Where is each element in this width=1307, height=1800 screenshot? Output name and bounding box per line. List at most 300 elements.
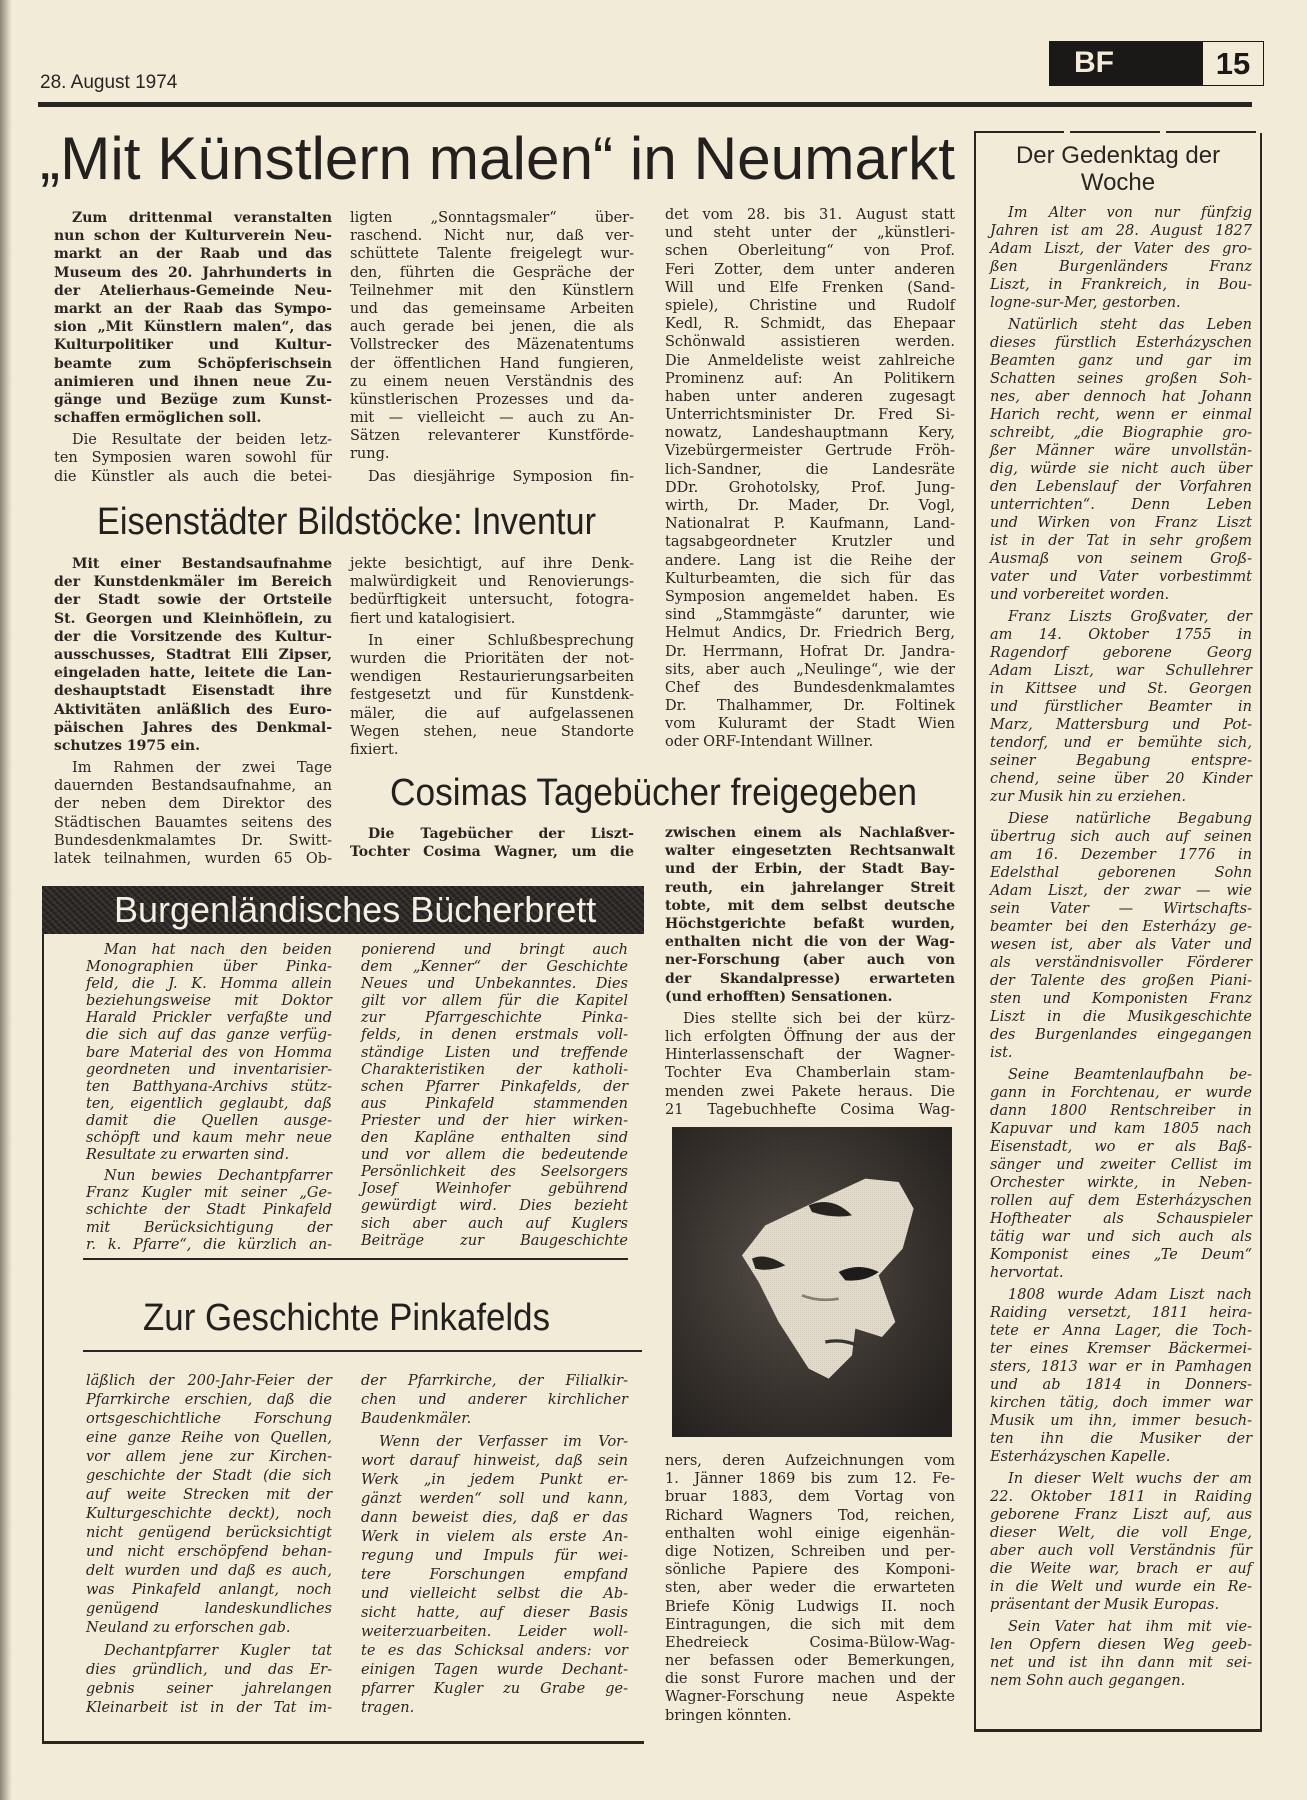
text-line: Jahren ist am 28. August 1827 bbox=[990, 223, 1252, 239]
text-line: dige Notizen, Schreiben und per- bbox=[665, 1543, 955, 1560]
text-line: beziehungsweise mit Doktor bbox=[86, 993, 332, 1010]
text-line: Vollstrecker des Mäzenatentums bbox=[350, 337, 634, 354]
paragraph bbox=[665, 824, 955, 1006]
text-line: wort darauf hinweist, daß sein bbox=[361, 1453, 628, 1469]
text-line: und Wirken von Franz Liszt bbox=[990, 515, 1252, 531]
text-line: gänge und Bezüge zum Kunst- bbox=[54, 391, 332, 408]
text-line: St. Georgen und Kleinhöflein, zu bbox=[54, 610, 332, 627]
text-line: in die Welt und wurde ein Re- bbox=[990, 1579, 1252, 1595]
text-line: Mit einer Bestandsaufnahme bbox=[72, 556, 332, 572]
text-line: Priester und der hier wirken- bbox=[361, 1112, 628, 1129]
text-line: animieren und ihnen neue Zu- bbox=[54, 373, 332, 390]
text-line: sters, 1813 war er in Pamhagen bbox=[990, 1359, 1252, 1375]
text-line: mit — vielleicht — auch zu An- bbox=[350, 410, 634, 427]
sidebar-title: Der Gedenktag der Woche bbox=[1015, 142, 1221, 196]
text-line: markt an der Raab das Sympo- bbox=[54, 300, 332, 317]
headline-cosima: Cosimas Tagebücher freigegeben bbox=[390, 772, 917, 814]
text-line: gann in Forchtenau, er wurde bbox=[990, 1085, 1252, 1101]
text-line: Franz Kugler mit seiner „Ge- bbox=[86, 1185, 332, 1202]
text-line: zwischen einem als Nachlaßver- bbox=[665, 825, 955, 841]
text-line: Esterházyschen Kapelle. bbox=[990, 1449, 1171, 1465]
cosima-wagner-portrait-photo bbox=[672, 1127, 952, 1437]
text-line: Dechantpfarrer Kugler tat bbox=[104, 1643, 332, 1659]
text-line: zu einem neuen Verständnis des bbox=[350, 373, 634, 390]
text-line: ners, deren Aufzeichnungen vom bbox=[665, 1453, 955, 1469]
text-line: Sätzen relevanterer Kunstförde- bbox=[350, 428, 634, 445]
paragraph bbox=[350, 632, 634, 759]
text-line: Liszt in die Musikgeschichte bbox=[990, 1009, 1252, 1025]
text-line: ßer Männer wäre unvollstän- bbox=[990, 443, 1252, 459]
text-line: Sein Vater hat ihm mit vie- bbox=[1008, 1619, 1252, 1635]
text-line: hervortat. bbox=[990, 1265, 1064, 1281]
text-line: Hoftheater als Schauspieler bbox=[990, 1211, 1252, 1227]
text-line: haben unter anderen zugesagt bbox=[665, 388, 955, 405]
text-line: dann beweist dies, daß er das bbox=[361, 1510, 628, 1526]
text-line: Werk in vielem als erste An- bbox=[361, 1529, 628, 1545]
text-line: deshauptstadt Eisenstadt ihre bbox=[54, 683, 332, 700]
text-line: logne-sur-Mer, gestorben. bbox=[990, 295, 1181, 311]
text-line: den, führten die Gespräche der bbox=[350, 264, 634, 281]
text-line: gilt vor allem für die Kapitel bbox=[361, 993, 628, 1010]
text-line: ten, eigentlich geglaubt, daß bbox=[86, 1095, 332, 1112]
text-line: Beiträge zur Baugeschichte bbox=[361, 1232, 628, 1249]
text-line: pfarrer Kugler zu Grabe ge- bbox=[361, 1681, 628, 1697]
text-line: am 16. Dezember 1776 in bbox=[990, 847, 1252, 863]
text-line: In dieser Welt wuchs der am bbox=[1008, 1471, 1252, 1487]
text-line: sten, aber weder die erwarteten bbox=[665, 1580, 955, 1597]
text-line: nowatz, Landeshauptmann Kery, bbox=[665, 425, 955, 442]
text-line: Dies stellte sich bei der kürz- bbox=[683, 1010, 955, 1027]
text-line: Resultate zu erwarten sind. bbox=[86, 1147, 290, 1164]
text-line: Im Alter von nur fünfzig bbox=[1008, 205, 1252, 221]
text-line: der öffentlichen Hand fungieren, bbox=[350, 355, 634, 372]
masthead-rule bbox=[38, 102, 1252, 107]
text-line: walter eingesetzten Rechtsanwalt bbox=[665, 843, 955, 860]
text-line: Unterrichtsminister Dr. Fred Si- bbox=[665, 407, 955, 424]
text-line: len Opfern diesen Weg geeb- bbox=[990, 1637, 1252, 1653]
text-line: nicht genügend berücksichtigt bbox=[86, 1525, 332, 1541]
paragraph bbox=[990, 1618, 1252, 1690]
text-line: läßlich der 200-Jahr-Feier der bbox=[86, 1373, 332, 1389]
text-line: det vom 28. bis 31. August statt bbox=[665, 207, 955, 223]
text-line: delt wurden und daß es auch, bbox=[86, 1563, 332, 1579]
text-line: vater und Vater vorbestimmt bbox=[990, 569, 1252, 585]
paragraph bbox=[54, 759, 332, 868]
paragraph bbox=[86, 1372, 332, 1638]
paragraph bbox=[990, 1470, 1252, 1614]
text-line: mäler, die auf aufgelassenen bbox=[350, 705, 634, 722]
text-line: fixiert. bbox=[350, 741, 399, 758]
text-line: wendigen Restaurierungsarbeiten bbox=[350, 669, 634, 686]
text-line: dies gründlich, und das Er- bbox=[86, 1662, 332, 1678]
text-line: Kulturpolitiker und Kultur- bbox=[54, 337, 332, 354]
text-line: bedürftigkeit untersucht, fotogra- bbox=[350, 592, 634, 609]
text-line: ist. bbox=[990, 1045, 1013, 1061]
text-line: Die Anmeldeliste weist zahlreiche bbox=[665, 352, 955, 369]
text-line: die sonst Furore machen und der bbox=[665, 1671, 955, 1688]
text-line: wirth, Dr. Mader, Dr. Vogl, bbox=[665, 498, 955, 514]
paragraph bbox=[54, 209, 332, 427]
text-line: Harald Prickler verfaßte und bbox=[86, 1010, 332, 1027]
text-line: Neues und Unbekanntes. Dies bbox=[361, 976, 628, 993]
text-line: rung. bbox=[350, 446, 390, 463]
text-line: tagsabgeordneter Krutzler und bbox=[665, 534, 955, 551]
text-line: Richard Wagners Tod, reichen, bbox=[665, 1507, 955, 1524]
text-line: schaffen ermöglichen soll. bbox=[54, 410, 262, 427]
text-line: und steht unter der „künstleri- bbox=[665, 225, 955, 242]
text-line: dauernden Bestandsaufnahme, an bbox=[54, 778, 332, 795]
text-line: Adam Liszt, der zwar — wie bbox=[990, 883, 1252, 899]
text-line: Orchester wirkte, in Neben- bbox=[990, 1175, 1252, 1191]
text-line: tere Forschungen empfand bbox=[361, 1567, 628, 1583]
text-line: zur Pfarrgeschichte Pinka- bbox=[361, 1010, 628, 1027]
text-line: einigen Tagen wurde Dechant- bbox=[361, 1662, 628, 1678]
text-line: als verständnisvoller Förderer bbox=[990, 955, 1252, 971]
text-line: 21 Tagebuchhefte Cosima Wag- bbox=[665, 1101, 955, 1118]
text-line: chen und anderer kirchlicher bbox=[361, 1392, 628, 1408]
text-line: und vor allem die bedeutende bbox=[361, 1147, 628, 1164]
paragraph bbox=[350, 555, 634, 628]
text-line: lich-Sandner, die Landesräte bbox=[665, 461, 955, 478]
text-line: schreibt, „die Biographie gro- bbox=[990, 425, 1252, 441]
text-line: Wenn der Verfasser im Vor- bbox=[379, 1434, 628, 1450]
page-number: 15 bbox=[1201, 42, 1263, 85]
text-line: sein Vater — Wirtschafts- bbox=[990, 901, 1252, 917]
text-line: Eintragungen, die sich mit dem bbox=[665, 1616, 955, 1633]
text-line: r. k. Pfarre“, die kürzlich an- bbox=[86, 1236, 332, 1253]
text-line: enthalten wohl einige eigenhän- bbox=[665, 1525, 955, 1542]
review-divider bbox=[83, 1258, 628, 1260]
text-line: beamter bei den Esterházy ge- bbox=[990, 919, 1252, 935]
text-line: Kulturgeschichte deckt), noch bbox=[86, 1506, 332, 1522]
text-line: raschend. Nicht nur, daß ver- bbox=[350, 228, 634, 245]
text-line: auch gerade bei jenen, die als bbox=[350, 319, 634, 336]
text-line: dig, würde sie nicht auch über bbox=[990, 461, 1252, 477]
paragraph bbox=[350, 209, 634, 464]
text-line: ortsgeschichtliche Forschung bbox=[86, 1411, 332, 1427]
text-line: ßen Burgenländers Franz bbox=[990, 259, 1252, 275]
text-line: eingeladen hatte, leitete die Lan- bbox=[54, 665, 332, 682]
text-line: feld, die J. K. Homma allein bbox=[86, 976, 332, 993]
text-line: menden zwei Pakete heraus. Die bbox=[665, 1083, 955, 1100]
text-line: Tochter Eva Chamberlain stam- bbox=[665, 1065, 955, 1082]
banner-title: Burgenländisches Bücherbrett bbox=[114, 889, 597, 930]
text-line: kirchen tätig, doch immer war bbox=[990, 1395, 1252, 1411]
text-line: der Stadt sowie der Ortsteile bbox=[54, 592, 332, 609]
text-line: Raiding versetzt, 1811 heira- bbox=[990, 1305, 1252, 1321]
text-line: Wagner-Forschung neue Aspekte bbox=[665, 1689, 955, 1706]
paragraph bbox=[665, 206, 955, 752]
text-line: DDr. Grohotolsky, Prof. Jung- bbox=[665, 479, 955, 496]
page-edge-shadow bbox=[0, 0, 12, 1800]
text-line: des Burgenlandes eingegangen bbox=[990, 1027, 1252, 1043]
paragraph bbox=[990, 204, 1252, 312]
text-line: gewürdigt wird. Dies bezieht bbox=[361, 1198, 628, 1215]
paragraph bbox=[990, 1286, 1252, 1466]
text-line: tendorf, und er bemühte sich, bbox=[990, 735, 1252, 751]
text-line: malwürdigkeit und Renovierungs- bbox=[350, 574, 634, 591]
text-line: der Pfarrkirche, der Filialkir- bbox=[361, 1373, 628, 1389]
text-line: Pfarrkirche erschien, daß die bbox=[86, 1392, 332, 1408]
text-line: den Lebenslauf der Vorfahren bbox=[990, 479, 1252, 495]
text-line: ligten „Sonntagsmaler“ über- bbox=[350, 210, 634, 226]
text-line: Tochter Cosima Wagner, um die bbox=[350, 844, 634, 861]
text-line: weiterzuarbeiten. Leider woll- bbox=[361, 1624, 628, 1640]
text-line: geschichte der Stadt (die sich bbox=[86, 1468, 332, 1484]
text-line: Josef Weinhofer gebührend bbox=[361, 1181, 628, 1198]
text-line: ständige Listen und treffende bbox=[361, 1044, 628, 1061]
text-line: Die Tagebücher der Liszt- bbox=[368, 826, 634, 842]
text-line: Franz Liszts Großvater, der bbox=[1008, 609, 1252, 625]
text-line: Briefe König Ludwigs II. noch bbox=[665, 1598, 955, 1615]
paragraph bbox=[54, 431, 332, 486]
pinkafeld-rule bbox=[83, 1350, 642, 1352]
text-line: Kedl, R. Schmidt, das Ehepaar bbox=[665, 316, 955, 333]
text-line: schüttete Talente freigelegt wur- bbox=[350, 246, 634, 263]
text-line: Die Resultate der beiden letz- bbox=[72, 432, 332, 449]
text-line: Feri Zotter, dem unter anderen bbox=[665, 261, 955, 278]
text-line: Ausmaß von seinem Groß- bbox=[990, 551, 1252, 567]
text-line: bare Material des von Homma bbox=[86, 1044, 332, 1061]
text-line: nem Sohn auch gegangen. bbox=[990, 1673, 1186, 1689]
article-eisenstadt-column-2 bbox=[350, 555, 634, 763]
text-line: ausschusses, Stadtrat Elli Zipser, bbox=[54, 646, 332, 663]
sidebar-column bbox=[990, 204, 1252, 1694]
text-line: geborene Franz Liszt auf, aus bbox=[990, 1507, 1252, 1523]
text-line: der Kunstdenkmäler im Bereich bbox=[54, 574, 332, 591]
text-line: chend, seine über 20 Kinder bbox=[990, 771, 1252, 787]
text-line: vor allem jene zur Kirchen- bbox=[86, 1449, 332, 1465]
text-line: dieses fürstlich Esterházyschen bbox=[990, 335, 1252, 351]
text-line: Eisenstadt, wo er als Baß- bbox=[990, 1139, 1252, 1155]
text-line: die sich auf das ganze verfüg- bbox=[86, 1027, 332, 1044]
headline-eisenstadt: Eisenstädter Bildstöcke: Inventur bbox=[97, 501, 596, 543]
text-line: wesen ist, aber als Vater und bbox=[990, 937, 1252, 953]
text-line: Symposion angemeldet haben. Es bbox=[665, 588, 955, 605]
text-line: dem „Kenner“ der Geschichte bbox=[361, 959, 628, 976]
text-line: gebnis seiner jahrelangen bbox=[86, 1681, 332, 1697]
paragraph bbox=[350, 468, 634, 486]
text-line: net und ist ihn dann mit sei- bbox=[990, 1655, 1252, 1671]
text-line: Liszt, in Frankreich, in Bou- bbox=[990, 277, 1252, 293]
text-line: Prominenz auf: An Politikern bbox=[665, 370, 955, 387]
pinkafeld-column-1 bbox=[86, 1372, 332, 1722]
review-box-left-border bbox=[42, 934, 44, 1742]
text-line: te es das Schicksal anders: vor bbox=[361, 1643, 628, 1659]
text-line: bruar 1883, dem Vortag von bbox=[665, 1489, 955, 1506]
text-line: aus Pinkafeld stammenden bbox=[361, 1095, 628, 1112]
paragraph bbox=[990, 1066, 1252, 1282]
text-line: und das gemeinsame Arbeiten bbox=[350, 300, 634, 317]
article-cosima-column-2 bbox=[665, 824, 955, 1123]
text-line: Nun bewies Dechantpfarrer bbox=[104, 1168, 332, 1185]
text-line: tete er Anna Lager, die Toch- bbox=[990, 1323, 1252, 1339]
paragraph bbox=[86, 1642, 332, 1718]
article-cosima-column-1 bbox=[350, 825, 634, 865]
text-line: Schatten seines großen Soh- bbox=[990, 371, 1252, 387]
text-line: festgesetzt und für Kunstdenk- bbox=[350, 687, 634, 704]
text-line: der Talente des großen Piani- bbox=[990, 973, 1252, 989]
text-line: Harich recht, wenn er einmal bbox=[990, 407, 1252, 423]
text-line: sion „Mit Künstlern malen“, das bbox=[54, 319, 332, 336]
text-line: markt an der Raab und das bbox=[54, 246, 332, 263]
text-line: nes, aber dennoch hat Johann bbox=[990, 389, 1252, 405]
text-line: rollen auf dem Esterházyschen bbox=[990, 1193, 1252, 1209]
text-line: Kapuvar und kam 1805 nach bbox=[990, 1121, 1252, 1137]
text-line: sicht hatte, auf dieser Basis bbox=[361, 1605, 628, 1621]
text-line: Komponist eines „Te Deum“ bbox=[990, 1247, 1252, 1263]
text-line: Teilnehmer mit den Künstlern bbox=[350, 282, 634, 299]
text-line: der die Vorsitzende des Kultur- bbox=[54, 628, 332, 645]
paragraph bbox=[990, 316, 1252, 604]
section-label: BF bbox=[1074, 46, 1114, 79]
paragraph bbox=[350, 825, 634, 861]
review-column-2 bbox=[361, 942, 628, 1254]
text-line: Schönwald assistieren werden. bbox=[665, 334, 955, 351]
pinkafeld-column-2 bbox=[361, 1372, 628, 1722]
text-line: Neuland zu erforschen gab. bbox=[86, 1620, 291, 1636]
text-line: unterrichten“. Denn Leben bbox=[990, 497, 1252, 513]
text-line: Städtischen Bauamtes seitens des bbox=[54, 814, 332, 831]
text-line: ten ihn die Musiker der bbox=[990, 1431, 1252, 1447]
text-line: enthalten nicht die von der Wag- bbox=[665, 934, 955, 951]
text-line: spiele), Christine und Rudolf bbox=[665, 297, 955, 314]
text-line: (und erhofften) Sensationen. bbox=[665, 988, 893, 1005]
text-line: beamte zum Schöpferischsein bbox=[54, 355, 332, 372]
article-neumarkt-column-1 bbox=[54, 209, 332, 490]
text-line: Museum des 20. Jahrhunderts in bbox=[54, 264, 332, 281]
text-line: sänger und zweiter Cellist im bbox=[990, 1157, 1252, 1173]
paragraph bbox=[361, 942, 628, 1250]
text-line: auf weite Strecken mit der bbox=[86, 1487, 332, 1503]
article-cosima-column-3 bbox=[665, 1452, 955, 1729]
text-line: jekte besichtigt, auf ihre Denk- bbox=[350, 556, 634, 572]
text-line: den Kapläne enthalten sind bbox=[361, 1130, 628, 1147]
text-line: und vielleicht selbst die Ab- bbox=[361, 1586, 628, 1602]
text-line: der Skandalpresse) erwarteten bbox=[665, 970, 955, 987]
text-line: Nationalrat P. Kaufmann, Land- bbox=[665, 516, 955, 533]
paragraph bbox=[86, 1168, 332, 1253]
paragraph bbox=[990, 608, 1252, 806]
text-line: die Künstler als auch die betei- bbox=[54, 468, 332, 485]
text-line: Vizebürgermeister Gertrude Fröh- bbox=[665, 443, 955, 460]
text-line: Diese natürliche Begabung bbox=[1008, 811, 1252, 827]
text-line: Natürlich steht das Leben bbox=[1008, 317, 1252, 333]
text-line: Persönlichkeit des Seelsorgers bbox=[361, 1164, 628, 1181]
text-line: tätig war und sich auch als bbox=[990, 1229, 1252, 1245]
text-line: und nicht erschöpfend behan- bbox=[86, 1544, 332, 1560]
text-line: päischen Jahres des Denkmal- bbox=[54, 719, 332, 736]
text-line: reuth, ein jahrelanger Streit bbox=[665, 879, 955, 896]
text-line: Kleinarbeit ist in der Tat im- bbox=[86, 1700, 332, 1716]
text-line: latek teilnahmen, wurden 65 Ob- bbox=[54, 851, 332, 867]
text-line: Monographien über Pinka- bbox=[86, 959, 332, 976]
text-line: am 14. Oktober 1755 in bbox=[990, 627, 1252, 643]
text-line: gänzt werden“ soll und kann, bbox=[361, 1491, 628, 1507]
text-line: Aktivitäten anläßlich des Euro- bbox=[54, 701, 332, 718]
text-line: und vorbereitet worden. bbox=[990, 587, 1170, 603]
text-line: übertrug sich auch auf seinen bbox=[990, 829, 1252, 845]
text-line: felds, in denen erstmals voll- bbox=[361, 1027, 628, 1044]
paragraph bbox=[665, 1452, 955, 1725]
headline-pinkafeld: Zur Geschichte Pinkafelds bbox=[143, 1297, 550, 1339]
text-line: eine ganze Reihe von Quellen, bbox=[86, 1430, 332, 1446]
text-line: der neben dem Direktor des bbox=[54, 796, 332, 813]
text-line: In einer Schlußbesprechung bbox=[368, 632, 634, 649]
text-line: ten Symposien waren sowohl für bbox=[54, 450, 332, 467]
paragraph bbox=[665, 1010, 955, 1119]
text-line: Bundesdenkmalamtes Dr. Switt- bbox=[54, 832, 332, 849]
text-line: Im Rahmen der zwei Tage bbox=[72, 760, 332, 777]
text-line: ter eines Kremser Bäckermei- bbox=[990, 1341, 1252, 1357]
text-line: sten und Komponisten Franz bbox=[990, 991, 1252, 1007]
text-line: und fürstlicher Beamter in bbox=[990, 699, 1252, 715]
text-line: ponierend und bringt auch bbox=[361, 942, 628, 958]
text-line: Hinterlassenschaft der Wagner- bbox=[665, 1047, 955, 1064]
text-line: oder ORF-Intendant Willner. bbox=[665, 734, 874, 751]
article-neumarkt-column-3 bbox=[665, 206, 955, 756]
text-line: geordneten und inventarisier- bbox=[86, 1061, 332, 1078]
text-line: Adam Liszt, war Schullehrer bbox=[990, 663, 1252, 679]
text-line: sind „Stammgäste“ darunter, wie bbox=[665, 607, 955, 624]
text-line: dieser Welt, die voll Enge, bbox=[990, 1525, 1252, 1541]
text-line: Helmut Andics, Dr. Friedrich Berg, bbox=[665, 625, 955, 642]
text-line: sönliche Papiere des Komponi- bbox=[665, 1562, 955, 1579]
text-line: aber auch voll Verständnis für bbox=[990, 1543, 1252, 1559]
text-line: schen Pfarrer Pinkafelds, der bbox=[361, 1078, 628, 1095]
text-line: bringen könnten. bbox=[665, 1707, 792, 1724]
paragraph bbox=[361, 1372, 628, 1429]
text-line: regung und Impuls für wei- bbox=[361, 1548, 628, 1564]
text-line: ist in der Tat in sehr großem bbox=[990, 533, 1252, 549]
paragraph bbox=[86, 942, 332, 1164]
text-line: und der Erbin, der Stadt Bay- bbox=[665, 861, 955, 878]
article-neumarkt-column-2 bbox=[350, 209, 634, 490]
text-line: künstlerischen Prozesses und da- bbox=[350, 391, 634, 408]
text-line: der Atelierhaus-Gemeinde Neu- bbox=[54, 282, 332, 299]
text-line: genügend landeskundliches bbox=[86, 1601, 332, 1617]
text-line: Man hat nach den beiden bbox=[104, 942, 332, 958]
text-line: Dr. Thalhammer, Dr. Foltinek bbox=[665, 698, 955, 715]
text-line: schöpft und kaum mehr neue bbox=[86, 1130, 332, 1147]
text-line: schen Oberleitung“ von Prof. bbox=[665, 243, 955, 260]
text-line: Charakteristiken der katholi- bbox=[361, 1061, 628, 1078]
text-line: wurden die Prioritäten der not- bbox=[350, 650, 634, 667]
text-line: damit die Quellen ausge- bbox=[86, 1112, 332, 1129]
headline-neumarkt: „Mit Künstlern malen“ in Neumarkt bbox=[40, 125, 955, 192]
article-eisenstadt-column-1 bbox=[54, 555, 332, 872]
text-line: Will und Elfe Frenken (Sand- bbox=[665, 279, 955, 296]
text-line: Ragendorf geborene Georg bbox=[990, 645, 1252, 661]
text-line: nun schon der Kulturverein Neu- bbox=[54, 228, 332, 245]
buecherbrett-banner bbox=[42, 886, 644, 934]
text-line: 1808 wurde Adam Liszt nach bbox=[1008, 1287, 1252, 1303]
text-line: Kulturbeamten, die sich für das bbox=[665, 570, 955, 587]
section-page-badge bbox=[1049, 41, 1264, 86]
text-line: schichte der Stadt Pinkafeld bbox=[86, 1202, 332, 1219]
paragraph bbox=[361, 1433, 628, 1718]
text-line: die Weite war, brach er auf bbox=[990, 1561, 1252, 1577]
text-line: Das diesjährige Symposion fin- bbox=[368, 468, 634, 485]
text-line: Musik um ihn, immer besuch- bbox=[990, 1413, 1252, 1429]
text-line: schutzes 1975 ein. bbox=[54, 737, 200, 754]
text-line: 22. Oktober 1811 in Raiding bbox=[990, 1489, 1252, 1505]
text-line: andere. Lang ist die Reihe der bbox=[665, 552, 955, 569]
text-line: 1. Jänner 1869 bis zum 12. Fe- bbox=[665, 1471, 955, 1488]
text-line: ten Batthyana-Archivs stütz- bbox=[86, 1078, 332, 1095]
text-line: mit Berücksichtigung der bbox=[86, 1219, 332, 1236]
text-line: Beamten ganz und gar im bbox=[990, 353, 1252, 369]
